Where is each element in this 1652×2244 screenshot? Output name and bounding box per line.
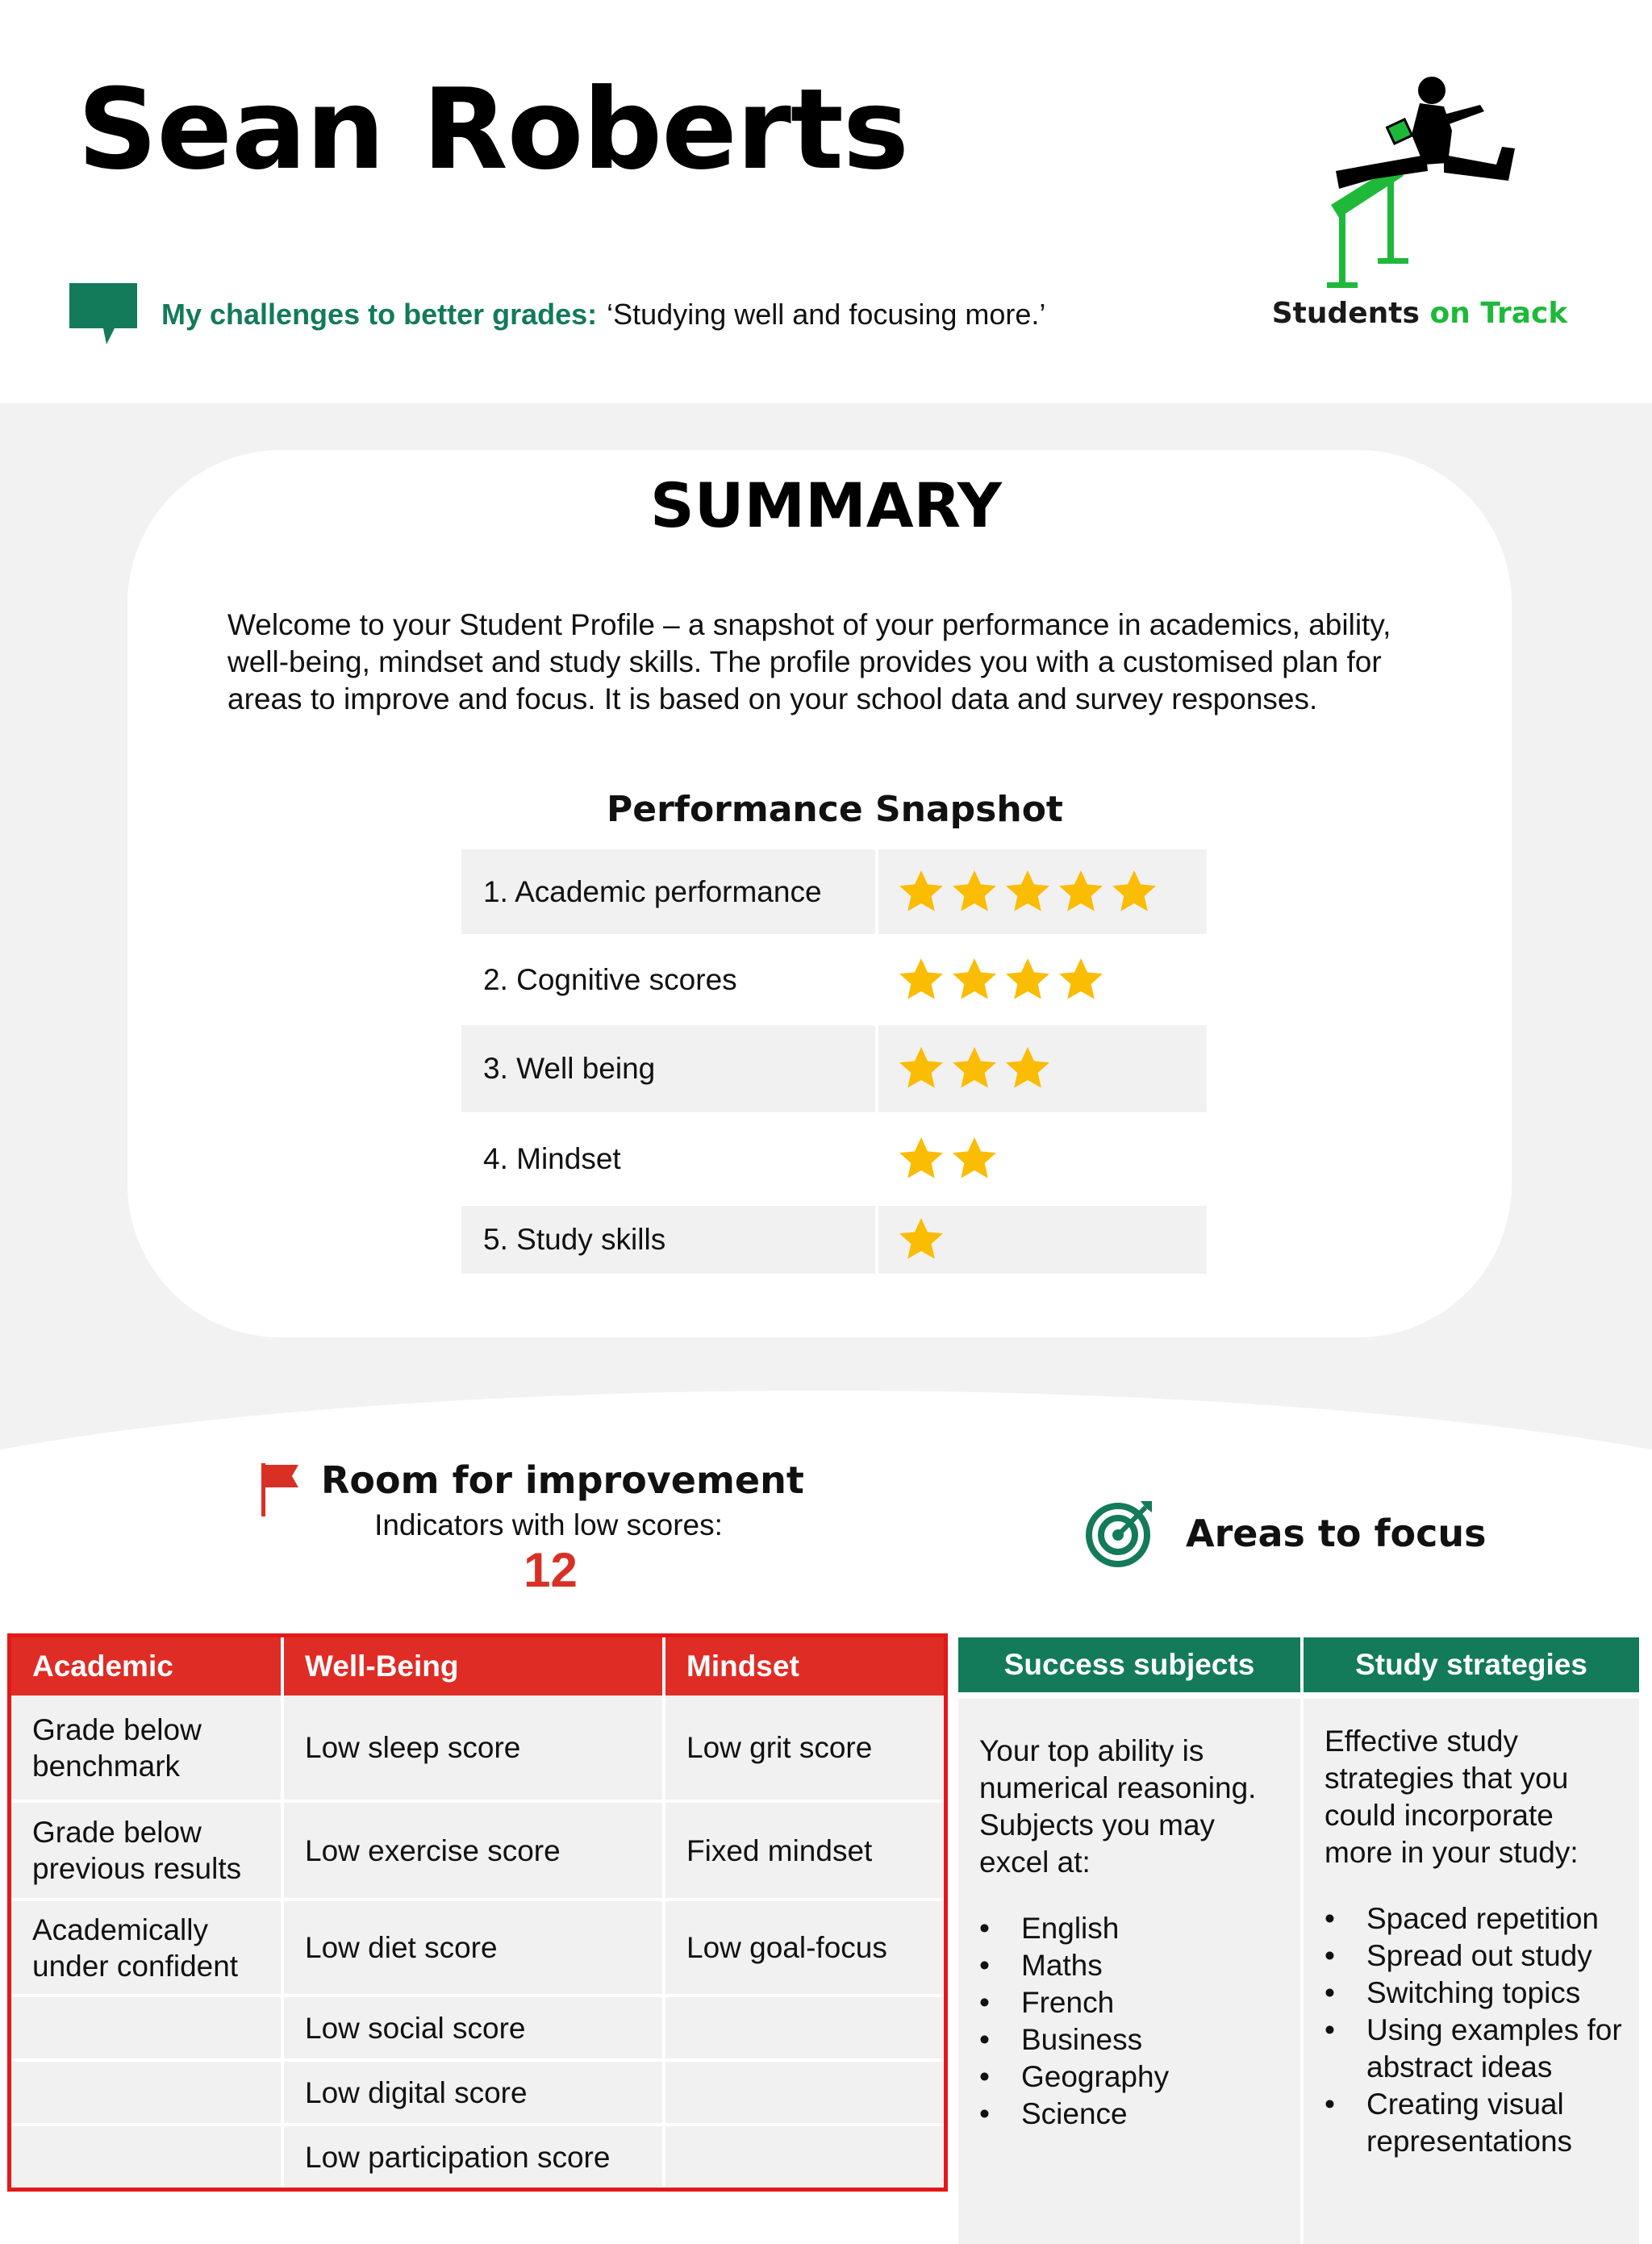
column-header-success-subjects: Success subjects (958, 1637, 1300, 1692)
snapshot-row (461, 1206, 1207, 1274)
list-item: • English (979, 1910, 1284, 1947)
star-icon (895, 1042, 948, 1095)
star-icon (1054, 865, 1108, 919)
list-item: • Spread out study (1325, 1937, 1623, 1975)
table-cell (11, 2123, 281, 2188)
snapshot-row (461, 849, 1207, 934)
target-icon (1084, 1498, 1155, 1569)
star-icon (948, 953, 1001, 1007)
subjects-intro: Your top ability is numerical reasoning. Subjects you may excel at: (979, 1734, 1257, 1879)
table-cell: Low goal-focus (662, 1898, 944, 1994)
star-icon (895, 1213, 948, 1266)
star-icon (895, 865, 948, 919)
table-header-row (11, 1637, 944, 1696)
star-icon (1001, 865, 1054, 919)
snapshot-title: Performance Snapshot (607, 789, 1063, 830)
table-cell: Low social score (281, 1994, 662, 2058)
star-icon (948, 1132, 1001, 1186)
star-icon (1001, 1042, 1054, 1095)
table-cell: Low sleep score (281, 1696, 662, 1800)
student-name: Sean Roberts (77, 65, 909, 194)
logo-wordmark (1258, 297, 1581, 330)
star-icon (948, 1042, 1001, 1095)
table-row (958, 1692, 1639, 2244)
table-row (11, 1994, 944, 2058)
hurdler-logo-icon (1283, 74, 1525, 300)
snapshot-row (461, 1025, 1207, 1112)
list-item: • Switching topics (1325, 1975, 1623, 2012)
low-scores-count: 12 (524, 1543, 578, 1597)
table-cell (662, 1994, 944, 2058)
low-scores-subtitle: Indicators with low scores: (374, 1508, 723, 1541)
table-cell: Low grit score (662, 1696, 944, 1800)
summary-title: SUMMARY (650, 469, 1002, 541)
areas-to-focus-table (958, 1637, 1639, 2244)
challenge-line (69, 282, 1045, 347)
table-row (11, 2058, 944, 2123)
areas-to-focus-title: Areas to focus (1186, 1512, 1487, 1555)
star-icon (1054, 953, 1108, 1007)
table-cell: Low diet score (281, 1898, 662, 1994)
star-rating (878, 1213, 948, 1266)
chat-bubble-icon (69, 283, 137, 346)
list-item: • Business (979, 2021, 1284, 2058)
subjects-list (979, 1910, 1284, 2133)
strategies-list (1325, 1900, 1623, 2160)
success-subjects-cell (958, 1692, 1300, 2244)
study-strategies-cell (1300, 1692, 1639, 2244)
star-icon (895, 953, 948, 1007)
areas-to-focus-header (1084, 1497, 1487, 1570)
snapshot-rating (875, 1116, 1207, 1203)
star-icon (1001, 953, 1054, 1007)
star-icon (895, 1132, 948, 1186)
snapshot-row (461, 1116, 1207, 1203)
snapshot-rating (875, 937, 1207, 1022)
logo-text-main: Students (1271, 297, 1430, 330)
table-cell (11, 1994, 281, 2058)
column-header-mindset: Mindset (662, 1637, 944, 1696)
table-cell (662, 2123, 944, 2188)
table-header-row (958, 1637, 1639, 1692)
list-item: • Spaced repetition (1325, 1900, 1623, 1937)
snapshot-rating (875, 1206, 1207, 1274)
snapshot-rating (875, 849, 1207, 934)
table-cell: Low exercise score (281, 1800, 662, 1898)
list-item: • Creating visual representations (1325, 2086, 1623, 2160)
table-cell: Academically under confident (11, 1898, 281, 1994)
snapshot-label: 3. Well being (461, 1025, 875, 1112)
table-cell: Grade below previous results (11, 1800, 281, 1898)
table-cell (662, 2058, 944, 2123)
table-cell: Grade below benchmark (11, 1696, 281, 1800)
snapshot-label: 4. Mindset (483, 1142, 621, 1175)
logo-text-accent: on Track (1429, 297, 1568, 330)
snapshot-label: 5. Study skills (461, 1206, 875, 1274)
list-item: • French (979, 1984, 1284, 2021)
table-row (11, 1696, 944, 1800)
star-rating (878, 953, 1108, 1007)
star-rating (878, 1132, 1001, 1186)
performance-snapshot (461, 849, 1207, 1277)
strategies-intro: Effective study strategies that you could incorporate more in your study: (1325, 1725, 1579, 1869)
list-item: • Science (979, 2096, 1284, 2133)
table-row (11, 2123, 944, 2188)
table-row (11, 1800, 944, 1898)
challenge-quote: ‘Studying well and focusing more.’ (607, 298, 1046, 331)
star-rating (878, 865, 1161, 919)
snapshot-rating (875, 1025, 1207, 1112)
table-cell: Fixed mindset (662, 1800, 944, 1898)
column-header-well-being: Well-Being (281, 1637, 662, 1696)
star-rating (878, 1042, 1054, 1095)
snapshot-row (461, 937, 1207, 1022)
challenge-text (161, 298, 1045, 332)
list-item: • Geography (979, 2058, 1284, 2096)
star-icon (948, 865, 1001, 919)
list-item: • Maths (979, 1947, 1284, 1984)
table-cell (11, 2058, 281, 2123)
improvement-table (11, 1637, 944, 2188)
table-cell: Low participation score (281, 2123, 662, 2188)
snapshot-label: 1. Academic performance (461, 849, 875, 934)
room-for-improvement-title: Room for improvement (321, 1458, 804, 1502)
summary-intro: Welcome to your Student Profile – a snapshot of your performance in academics, ability, well-being, mindset and study skills. The profile provides you with a customised plan for areas to improve and focus. It is based on your school data and survey responses. (227, 608, 1391, 715)
table-cell: Low digital score (281, 2058, 662, 2123)
challenge-label: My challenges to better grades: (161, 298, 598, 331)
column-header-academic: Academic (11, 1637, 281, 1696)
column-header-study-strategies: Study strategies (1300, 1637, 1639, 1692)
table-row (11, 1898, 944, 1994)
list-item: • Using examples for abstract ideas (1325, 2012, 1623, 2086)
star-icon (1108, 865, 1161, 919)
snapshot-label: 2. Cognitive scores (483, 962, 737, 996)
